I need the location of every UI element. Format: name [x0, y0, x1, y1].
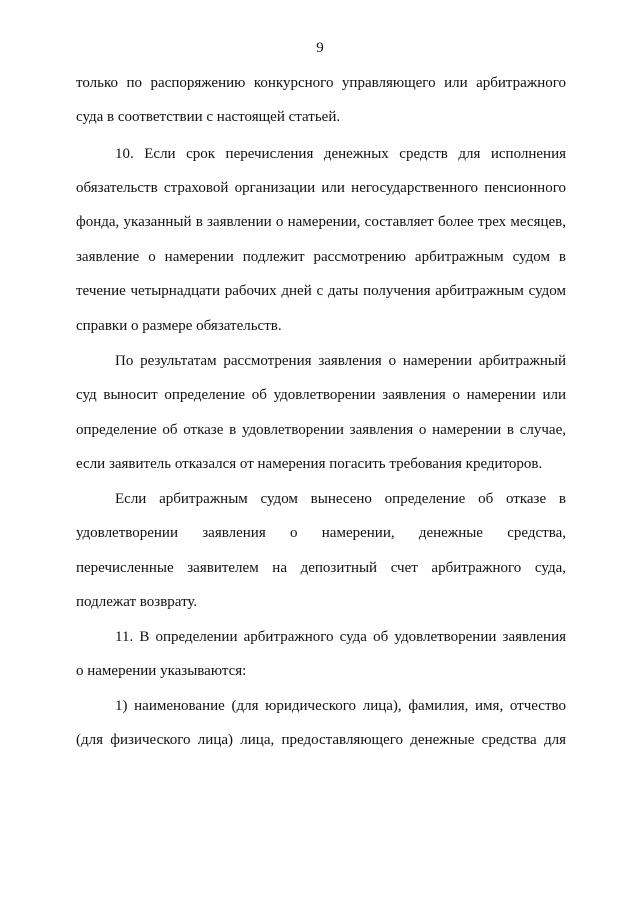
text-line: обязательств страховой организации или негосударственного пенсионного	[76, 180, 566, 196]
text-line: 10. Если срок перечисления денежных средств для исполнения	[115, 146, 566, 162]
text-line: удовлетворении заявления о намерении, денежные средства,	[76, 525, 566, 541]
text-line: суда в соответствии с настоящей статьей.	[76, 109, 341, 125]
text-line: если заявитель отказался от намерения погасить требования кредиторов.	[76, 456, 543, 472]
text-line: 1) наименование (для юридического лица), фамилия, имя, отчество	[115, 698, 566, 714]
text-line: суд выносит определение об удовлетворении заявления о намерении или	[76, 387, 566, 403]
text-line: перечисленные заявителем на депозитный счет арбитражного суда,	[76, 560, 566, 576]
text-line: фонда, указанный в заявлении о намерении, составляет более трех месяцев,	[76, 214, 566, 230]
text-line: 11. В определении арбитражного суда об удовлетворении заявления	[115, 629, 566, 645]
text-line: Если арбитражным судом вынесено определение об отказе в	[115, 491, 566, 507]
text-line: подлежат возврату.	[76, 594, 198, 610]
text-line: заявление о намерении подлежит рассмотрению арбитражным судом в	[76, 249, 566, 265]
text-line: определение об отказе в удовлетворении заявления о намерении в случае,	[76, 422, 566, 438]
text-line: о намерении указываются:	[76, 663, 247, 679]
page-number: 9	[316, 40, 324, 56]
text-line: течение четырнадцати рабочих дней с даты получения арбитражным судом	[76, 283, 566, 299]
text-line: справки о размере обязательств.	[76, 318, 282, 334]
text-line: только по распоряжению конкурсного управляющего или арбитражного	[76, 75, 566, 91]
text-line: (для физического лица) лица, предоставляющего денежные средства для	[76, 732, 566, 748]
text-line: По результатам рассмотрения заявления о намерении арбитражный	[115, 353, 566, 369]
